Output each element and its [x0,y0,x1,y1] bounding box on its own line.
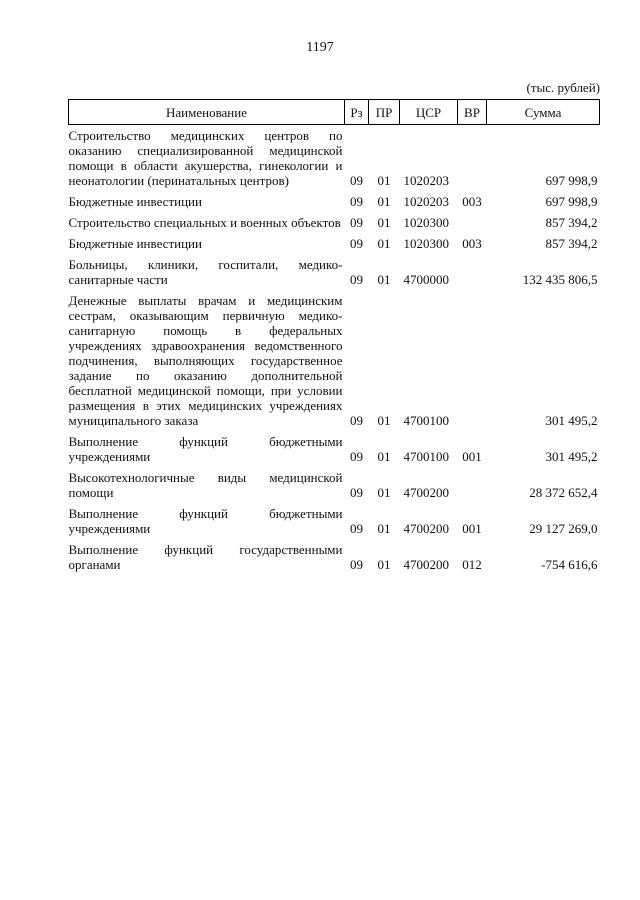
cell-rz: 09 [350,521,363,536]
header-pr: ПР [369,100,400,125]
cell-rz: 09 [350,449,363,464]
cell-rz: 09 [350,485,363,500]
cell-sum: -754 616,6 [541,557,598,572]
cell-vr: 001 [462,521,482,536]
cell-vr [458,125,487,191]
cell-name: Строительство медицинских центров по оказанию специализированной медицинской помощи в области акушерства, гинекологии и неонатологии (перинатальных центров) [68,128,343,188]
cell-rz: 09 [350,194,363,209]
header-vr: ВР [458,100,487,125]
cell-rz: 09 [350,215,363,230]
cell-vr: 012 [462,557,482,572]
cell-csr: 4700000 [403,272,449,287]
cell-sum: 697 998,9 [545,194,598,209]
cell-name: Бюджетные инвестиции [68,194,202,209]
cell-pr: 01 [377,557,391,572]
header-name: Наименование [69,100,345,125]
cell-pr: 01 [377,194,391,209]
cell-vr [458,289,487,430]
cell-csr: 4700100 [403,449,449,464]
header-sum: Сумма [487,100,600,125]
page-number: 1197 [306,40,334,55]
table-row [69,253,600,289]
table-row [69,538,600,574]
cell-rz: 09 [350,557,363,572]
table-row [69,466,600,502]
cell-pr: 01 [377,521,391,536]
table-row [69,211,600,232]
cell-sum: 301 495,2 [545,449,598,464]
cell-name: Высокотехнологичные виды медицинской помощи [68,470,343,500]
cell-csr: 4700200 [403,485,449,500]
table-header [69,100,600,125]
cell-name: Бюджетные инвестиции [68,236,202,251]
cell-sum: 697 998,9 [545,173,598,188]
cell-csr: 4700100 [403,413,449,428]
table-row [69,502,600,538]
cell-sum: 29 127 269,0 [529,521,598,536]
table-row [69,125,600,191]
cell-vr [458,466,487,502]
cell-pr: 01 [377,413,391,428]
cell-pr: 01 [377,173,391,188]
cell-csr: 1020300 [403,236,449,251]
cell-rz: 09 [350,413,363,428]
cell-sum: 857 394,2 [545,215,598,230]
table-row [69,430,600,466]
cell-csr: 1020203 [403,173,449,188]
cell-name: Выполнение функций государственными органами [68,542,343,572]
table-row [69,289,600,430]
cell-pr: 01 [377,272,391,287]
cell-sum: 301 495,2 [545,413,598,428]
header-csr: ЦСР [400,100,458,125]
cell-name: Выполнение функций бюджетными учреждениями [68,506,343,536]
table-row [69,190,600,211]
cell-vr: 003 [462,194,482,209]
cell-rz: 09 [350,173,363,188]
cell-pr: 01 [377,215,391,230]
cell-name: Выполнение функций бюджетными учреждениями [68,434,343,464]
cell-name: Строительство специальных и военных объектов [68,215,341,230]
cell-sum: 28 372 652,4 [529,485,598,500]
cell-pr: 01 [377,485,391,500]
cell-pr: 01 [377,236,391,251]
table-body [69,125,600,575]
cell-vr: 001 [462,449,482,464]
cell-rz: 09 [350,272,363,287]
table-row [69,232,600,253]
cell-sum: 132 435 806,5 [522,272,598,287]
cell-vr [458,211,487,232]
cell-csr: 4700200 [403,557,449,572]
cell-csr: 1020203 [403,194,449,209]
cell-vr [458,253,487,289]
header-rz: Рз [345,100,369,125]
cell-csr: 4700200 [403,521,449,536]
cell-name: Денежные выплаты врачам и медицинским сестрам, оказывающим первичную медико-санитарную помощь в федеральных учреждениях здравоохранения ведомственного подчинения, выполняющих государственное задание по оказанию дополнительной бесплатной медицинской помощи, при условии размещения в этих медицинских учреждениях муниципального заказа [68,293,343,428]
cell-sum: 857 394,2 [545,236,598,251]
budget-table [68,99,600,574]
cell-pr: 01 [377,449,391,464]
cell-vr: 003 [462,236,482,251]
cell-name: Больницы, клиники, госпитали, медико-санитарные части [68,257,343,287]
cell-csr: 1020300 [403,215,449,230]
units-label: (тыс. рублей) [526,80,600,95]
cell-rz: 09 [350,236,363,251]
